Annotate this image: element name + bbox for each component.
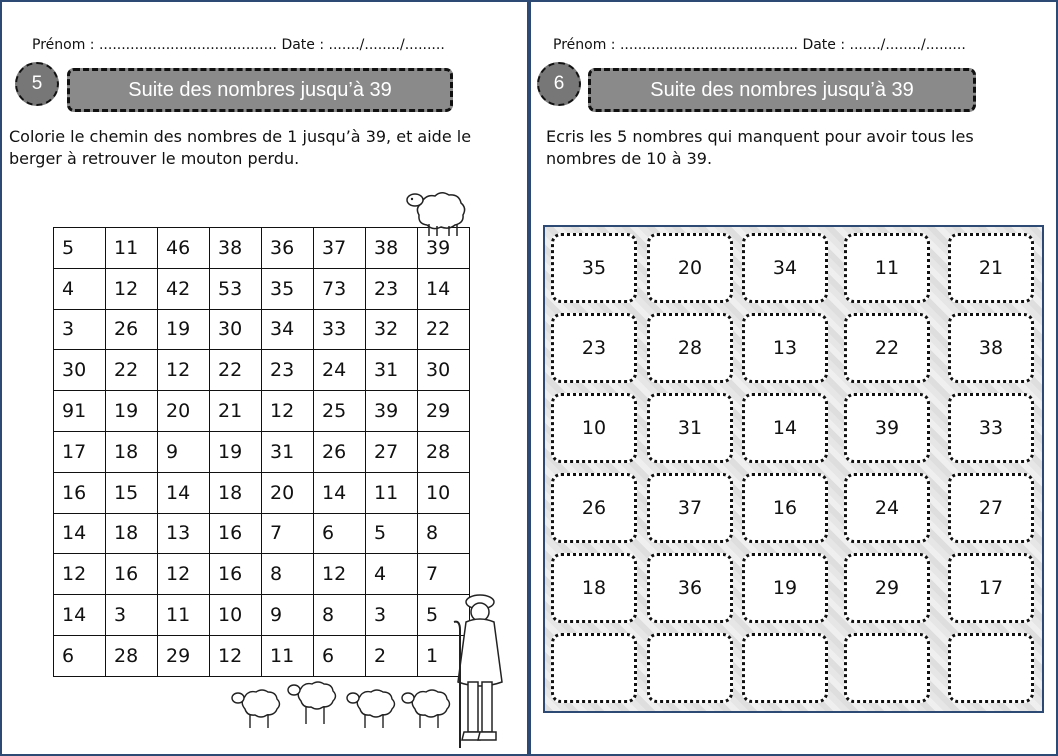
prenom-label: Prénom :	[553, 37, 616, 53]
right-instructions	[546, 126, 974, 170]
grid-cell[interactable]: 91	[54, 391, 106, 432]
answer-tile[interactable]	[844, 633, 930, 703]
number-tile: 14	[742, 393, 828, 463]
grid-cell[interactable]: 6	[54, 635, 106, 676]
grid-cell[interactable]: 9	[158, 431, 210, 472]
grid-cell[interactable]: 3	[106, 595, 158, 636]
grid-cell[interactable]: 33	[314, 309, 366, 350]
grid-cell[interactable]: 2	[366, 635, 418, 676]
grid-row	[54, 635, 470, 676]
grid-cell[interactable]: 4	[54, 268, 106, 309]
number-tile: 37	[647, 473, 733, 543]
grid-cell[interactable]: 12	[262, 391, 314, 432]
grid-cell[interactable]: 5	[418, 595, 470, 636]
grid-cell[interactable]: 8	[418, 513, 470, 554]
grid-cell[interactable]: 35	[262, 268, 314, 309]
grid-cell[interactable]: 5	[366, 513, 418, 554]
right-header-line	[553, 37, 966, 53]
grid-cell[interactable]: 3	[366, 595, 418, 636]
exercise-title: Suite des nombres jusqu’à 39	[588, 68, 976, 112]
grid-cell[interactable]: 26	[314, 431, 366, 472]
exercise-title: Suite des nombres jusqu’à 39	[67, 68, 453, 112]
number-tile: 23	[551, 313, 637, 383]
date-label: Date :	[281, 37, 325, 53]
number-maze-grid	[53, 227, 470, 677]
grid-cell[interactable]: 22	[210, 350, 262, 391]
grid-row	[54, 309, 470, 350]
grid-cell[interactable]: 4	[366, 554, 418, 595]
answer-tile[interactable]	[647, 633, 733, 703]
grid-cell[interactable]: 34	[262, 309, 314, 350]
grid-cell[interactable]: 3	[54, 309, 106, 350]
grid-cell[interactable]: 7	[262, 513, 314, 554]
prenom-label: Prénom :	[32, 37, 95, 53]
grid-cell[interactable]: 5	[54, 228, 106, 269]
number-tile: 11	[844, 233, 930, 303]
grid-cell[interactable]: 13	[158, 513, 210, 554]
flock-sheep-icon	[232, 678, 462, 738]
left-header-line	[32, 37, 445, 53]
instruction-line: Colorie le chemin des nombres de 1 jusqu’à 39, et aide le	[9, 127, 472, 146]
exercise-number-badge: 6	[537, 62, 581, 106]
grid-cell[interactable]: 20	[262, 472, 314, 513]
grid-cell[interactable]: 17	[54, 431, 106, 472]
grid-cell[interactable]: 20	[158, 391, 210, 432]
grid-cell[interactable]: 28	[418, 431, 470, 472]
grid-cell[interactable]: 7	[418, 554, 470, 595]
left-instructions	[9, 126, 471, 170]
number-tile: 26	[551, 473, 637, 543]
grid-cell[interactable]: 18	[210, 472, 262, 513]
grid-cell[interactable]: 12	[210, 635, 262, 676]
number-tile: 27	[948, 473, 1034, 543]
grid-cell[interactable]: 8	[314, 595, 366, 636]
instruction-line: Ecris les 5 nombres qui manquent pour avoir tous les	[546, 127, 974, 146]
grid-cell[interactable]: 23	[262, 350, 314, 391]
instruction-line: berger à retrouver le mouton perdu.	[9, 149, 300, 168]
grid-cell[interactable]: 19	[158, 309, 210, 350]
grid-cell[interactable]: 16	[106, 554, 158, 595]
grid-cell[interactable]: 19	[210, 431, 262, 472]
grid-cell[interactable]: 12	[54, 554, 106, 595]
number-tile: 36	[647, 553, 733, 623]
grid-cell[interactable]: 14	[54, 513, 106, 554]
grid-cell[interactable]: 37	[314, 228, 366, 269]
grid-cell[interactable]: 18	[106, 513, 158, 554]
number-tile: 39	[844, 393, 930, 463]
grid-cell[interactable]: 18	[106, 431, 158, 472]
grid-cell[interactable]: 23	[366, 268, 418, 309]
grid-cell[interactable]: 14	[54, 595, 106, 636]
grid-cell[interactable]: 12	[158, 350, 210, 391]
grid-cell[interactable]: 1	[418, 635, 470, 676]
grid-cell[interactable]: 24	[314, 350, 366, 391]
grid-cell[interactable]: 32	[366, 309, 418, 350]
number-tile: 21	[948, 233, 1034, 303]
grid-cell[interactable]: 25	[314, 391, 366, 432]
date-label: Date :	[802, 37, 846, 53]
grid-cell[interactable]: 16	[210, 554, 262, 595]
number-tile: 38	[948, 313, 1034, 383]
number-tile: 29	[844, 553, 930, 623]
grid-cell[interactable]: 12	[106, 268, 158, 309]
grid-cell[interactable]: 6	[314, 635, 366, 676]
number-tile: 13	[742, 313, 828, 383]
grid-cell[interactable]: 11	[366, 472, 418, 513]
grid-cell[interactable]: 6	[314, 513, 366, 554]
grid-cell[interactable]: 26	[106, 309, 158, 350]
instruction-line: nombres de 10 à 39.	[546, 149, 713, 168]
grid-row	[54, 268, 470, 309]
grid-cell[interactable]: 12	[314, 554, 366, 595]
grid-cell[interactable]: 11	[106, 228, 158, 269]
grid-cell[interactable]: 39	[418, 228, 470, 269]
answer-tile[interactable]	[948, 633, 1034, 703]
number-tile: 20	[647, 233, 733, 303]
grid-cell[interactable]: 21	[210, 391, 262, 432]
grid-row	[54, 554, 470, 595]
prenom-field[interactable]: ........................................	[98, 37, 277, 53]
grid-cell[interactable]: 8	[262, 554, 314, 595]
grid-cell[interactable]: 15	[106, 472, 158, 513]
number-tile: 18	[551, 553, 637, 623]
grid-cell[interactable]: 42	[158, 268, 210, 309]
grid-cell[interactable]: 73	[314, 268, 366, 309]
grid-cell[interactable]: 36	[262, 228, 314, 269]
grid-row	[54, 513, 470, 554]
number-tile: 17	[948, 553, 1034, 623]
grid-cell[interactable]: 30	[54, 350, 106, 391]
grid-row	[54, 472, 470, 513]
grid-row	[54, 350, 470, 391]
lost-sheep-icon	[405, 186, 469, 238]
number-tile: 33	[948, 393, 1034, 463]
grid-cell[interactable]: 31	[366, 350, 418, 391]
grid-cell[interactable]: 14	[158, 472, 210, 513]
grid-cell[interactable]: 30	[418, 350, 470, 391]
grid-cell[interactable]: 31	[262, 431, 314, 472]
grid-cell[interactable]: 29	[418, 391, 470, 432]
number-tile: 31	[647, 393, 733, 463]
grid-cell[interactable]: 22	[106, 350, 158, 391]
answer-tile[interactable]	[551, 633, 637, 703]
grid-cell[interactable]: 11	[262, 635, 314, 676]
grid-cell[interactable]: 27	[366, 431, 418, 472]
grid-cell[interactable]: 38	[210, 228, 262, 269]
date-field[interactable]: ......./......../.........	[849, 37, 966, 53]
grid-row	[54, 431, 470, 472]
number-tile: 16	[742, 473, 828, 543]
grid-cell[interactable]: 22	[418, 309, 470, 350]
grid-cell[interactable]: 14	[418, 268, 470, 309]
grid-cell[interactable]: 46	[158, 228, 210, 269]
number-tile: 22	[844, 313, 930, 383]
grid-cell[interactable]: 14	[314, 472, 366, 513]
grid-cell[interactable]: 53	[210, 268, 262, 309]
grid-cell[interactable]: 28	[106, 635, 158, 676]
number-tile: 35	[551, 233, 637, 303]
grid-cell[interactable]: 11	[158, 595, 210, 636]
number-tiles-board	[543, 225, 1044, 713]
grid-cell[interactable]: 16	[210, 513, 262, 554]
answer-tile[interactable]	[742, 633, 828, 703]
grid-row	[54, 595, 470, 636]
grid-row	[54, 391, 470, 432]
number-tile: 34	[742, 233, 828, 303]
grid-cell[interactable]: 16	[54, 472, 106, 513]
grid-cell[interactable]: 9	[262, 595, 314, 636]
number-tile: 24	[844, 473, 930, 543]
grid-cell[interactable]: 38	[366, 228, 418, 269]
grid-cell[interactable]: 30	[210, 309, 262, 350]
grid-cell[interactable]: 10	[210, 595, 262, 636]
date-field[interactable]: ......./......../.........	[328, 37, 445, 53]
number-tile: 28	[647, 313, 733, 383]
number-tile: 10	[551, 393, 637, 463]
grid-cell[interactable]: 39	[366, 391, 418, 432]
number-tile: 19	[742, 553, 828, 623]
exercise-number-badge: 5	[15, 62, 59, 106]
prenom-field[interactable]: ........................................	[619, 37, 798, 53]
grid-cell[interactable]: 10	[418, 472, 470, 513]
grid-cell[interactable]: 29	[158, 635, 210, 676]
grid-cell[interactable]: 12	[158, 554, 210, 595]
grid-cell[interactable]: 19	[106, 391, 158, 432]
